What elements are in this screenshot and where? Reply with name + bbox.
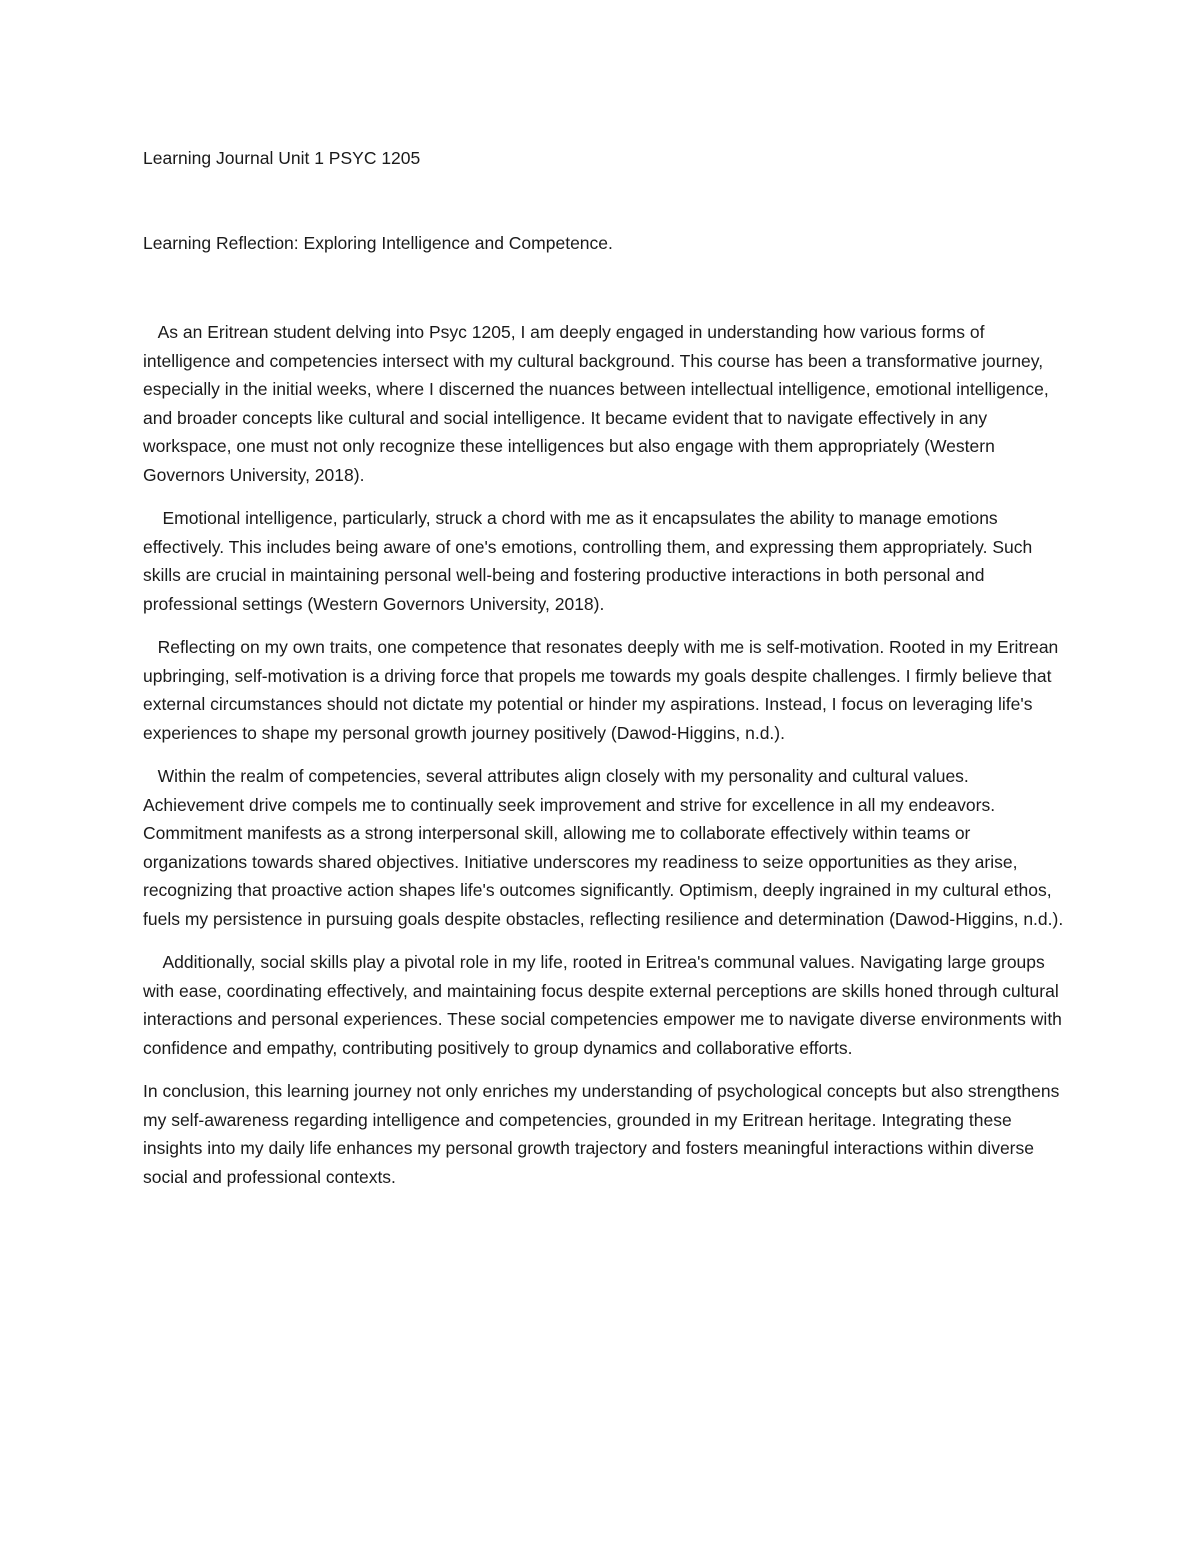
paragraph-emotional-intelligence: Emotional intelligence, particularly, struck a chord with me as it encapsulates the ability to manage emotions effectively. This includes being aware of one's emotions, controlling them, and expressing them appropriately. Such skills are crucial in maintaining personal well-being and fostering productive interactions in both personal and professional settings (Western Governors University, 2018).	[143, 508, 1033, 614]
paragraph-intro: As an Eritrean student delving into Psyc 1205, I am deeply engaged in understanding how various forms of intelligence and competencies intersect with my cultural background. This course has been a transformative journey, especially in the initial weeks, where I discerned the nuances between intellectual intelligence, emotional intelligence, and broader concepts like cultural and social intelligence. It became evident that to navigate effectively in any workspace, one must not only recognize these intelligences but also engage with them appropriately (Western Governors University, 2018).	[143, 322, 1049, 485]
document-subtitle: Learning Reflection: Exploring Intelligence and Competence.	[143, 233, 613, 253]
document-title: Learning Journal Unit 1 PSYC 1205	[143, 148, 421, 168]
paragraph-social-skills: Additionally, social skills play a pivotal role in my life, rooted in Eritrea's communal values. Navigating large groups with ease, coordinating effectively, and maintaining focus despite external perceptions are skills honed through cultural interactions and personal experiences. These social competencies empower me to navigate diverse environments with confidence and empathy, contributing positively to group dynamics and collaborative efforts.	[143, 952, 1062, 1058]
paragraph-self-motivation: Reflecting on my own traits, one competence that resonates deeply with me is self-motivation. Rooted in my Eritrean upbringing, self-motivation is a driving force that propels me towards my goals despite challenges. I firmly believe that external circumstances should not dictate my potential or hinder my aspirations. Instead, I focus on leveraging life's experiences to shape my personal growth journey positively (Dawod-Higgins, n.d.).	[143, 637, 1059, 743]
paragraph-conclusion: In conclusion, this learning journey not only enriches my understanding of psychological concepts but also strengthens my self-awareness regarding intelligence and competencies, grounded in my Eritrean heritage. Integrating these insights into my daily life enhances my personal growth trajectory and fosters meaningful interactions within diverse social and professional contexts.	[143, 1081, 1060, 1187]
document-body	[143, 318, 1068, 1191]
paragraph-competencies: Within the realm of competencies, several attributes align closely with my personality and cultural values. Achievement drive compels me to continually seek improvement and strive for excellence in all my endeavors. Commitment manifests as a strong interpersonal skill, allowing me to collaborate effectively within teams or organizations towards shared objectives. Initiative underscores my readiness to seize opportunities as they arise, recognizing that proactive action shapes life's outcomes significantly. Optimism, deeply ingrained in my cultural ethos, fuels my persistence in pursuing goals despite obstacles, reflecting resilience and determination (Dawod-Higgins, n.d.).	[143, 766, 1064, 929]
